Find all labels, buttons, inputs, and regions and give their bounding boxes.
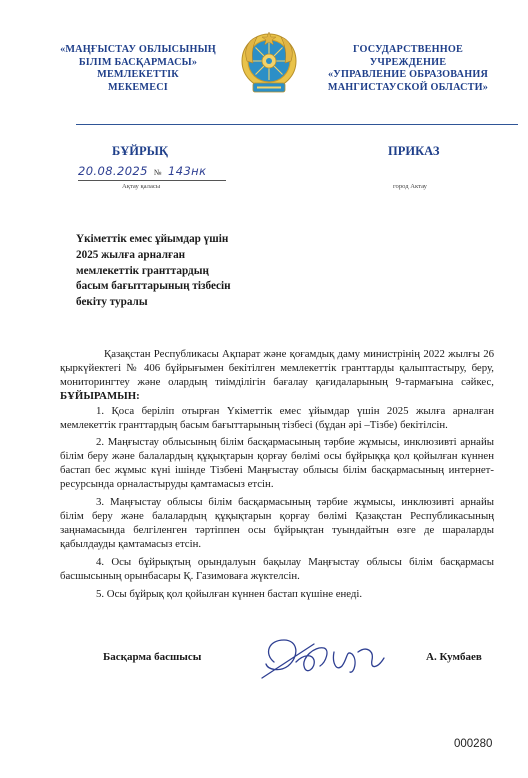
- title-line: мемлекеттік гранттардың: [76, 264, 209, 277]
- header-left-line: «МАҢҒЫСТАУ ОБЛЫСЫНЫҢ: [60, 44, 216, 55]
- order-number: 143нк: [168, 164, 207, 178]
- title-line: бекіту туралы: [76, 296, 148, 309]
- order-verb: БҰЙЫРАМЫН:: [60, 389, 140, 402]
- signatory-position: Басқарма басшысы: [103, 651, 202, 663]
- document-body: [60, 348, 494, 605]
- header-right-line: «УПРАВЛЕНИЕ ОБРАЗОВАНИЯ: [327, 69, 489, 81]
- order-item: 1. Қоса беріліп отырған Үкіметтік емес ұйымдар үшін 2025 жылға арналған мемлекеттік гранттардың басым бағыттарының тізбесі (бұдан әрі –Тізбе) бекітілсін.: [60, 404, 494, 431]
- date-underline: [78, 180, 226, 181]
- header-left-line: БІЛІМ БАСҚАРМАСЫ»: [78, 56, 198, 68]
- header-left-line: МЕМЛЕКЕТТІК: [97, 69, 179, 81]
- title-line: басым бағыттарының тізбесін: [76, 280, 231, 293]
- order-word-russian: ПРИКАЗ: [388, 144, 440, 158]
- city-kazakh: Ақтау қаласы: [122, 183, 161, 190]
- order-item: 3. Маңғыстау облысы білім басқармасының тәрбие жұмысы, инклюзивті арнайы білім беру және балалардың құқықтарын қорғау бөлімі Қазақстан Республикасының заңнамасында белгіленген тәртіппен осы бұйрықтан туындайтын өзге де шараларды қабылдауды қамтамасыз етсін.: [60, 496, 494, 550]
- order-word-kazakh: БҰЙРЫҚ: [112, 144, 168, 158]
- header-left-line: МЕКЕМЕСІ: [108, 81, 168, 93]
- order-item: 4. Осы бұйрықтың орындалуын бақылау Маңғыстау облысы білім басқармасы басшысының орынбасары Қ. Газимоваға жүктелсін.: [60, 555, 494, 582]
- header-right-line: МАНГИСТАУСКОЙ ОБЛАСТИ»: [327, 81, 489, 93]
- header-russian-name: [322, 44, 494, 94]
- header-kazakh-name: [52, 44, 224, 94]
- header-right-line: УЧРЕЖДЕНИЕ: [369, 56, 447, 68]
- header-divider: [76, 124, 518, 125]
- serial-number: 000280: [454, 738, 493, 750]
- intro-paragraph: [60, 348, 494, 404]
- handwritten-signature: [254, 632, 398, 682]
- title-line: 2025 жылға арналған: [76, 248, 186, 261]
- title-line: Үкіметтік емес ұйымдар үшін: [76, 233, 229, 245]
- document-title: [76, 232, 306, 311]
- order-item: 2. Маңғыстау облысының білім басқармасының тәрбие жұмысы, инклюзивті арнайы білім беру және балалардың құқықтарын қорғау бөлімі осы бұйрыққа қол қойылған күннен бастап бес жұмыс күні ішінде Тізбені Маңғыстау облысы білім басқармасының интернет-ресурсында орналастыруды қамтамасыз етсін.: [60, 436, 494, 491]
- signatory-name: А. Кумбаев: [426, 651, 482, 663]
- order-date: 20.08.2025: [78, 164, 148, 178]
- header-right-line: ГОСУДАРСТВЕННОЕ: [353, 44, 463, 55]
- intro-text: Қазақстан Республикасы Ақпарат және қоғамдық даму министрінің 2022 жылғы 26 қыркүйектегі № 406 бұйрығымен бекітілген мемлекеттік гранттарды қалыптастыру, беру, мониторингтеу және олардың тиімділігін бағалау қағидаларының 9-тармағына сәйкес,: [60, 348, 494, 388]
- order-date-number: [78, 164, 206, 178]
- city-russian: город Актау: [393, 183, 427, 190]
- number-sign: №: [153, 168, 162, 177]
- state-emblem-icon: [239, 31, 299, 97]
- order-item: 5. Осы бұйрық қол қойылған күннен бастап күшіне енеді.: [96, 587, 363, 600]
